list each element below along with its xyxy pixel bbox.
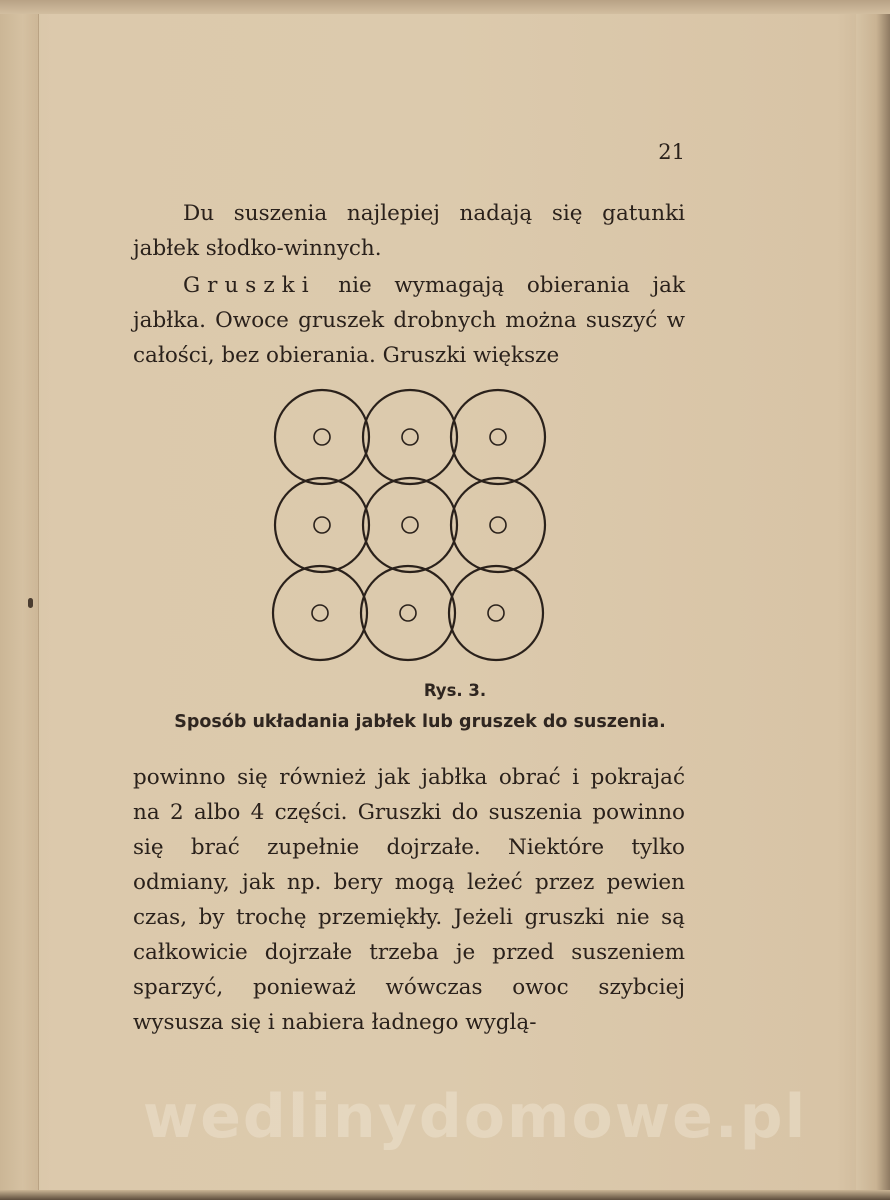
fruit-slice-0-2: [451, 390, 545, 484]
paragraph-1: Du suszenia najlepiej nadają się gatunki jabłek słodko-winnych.: [133, 201, 685, 261]
page-right-edge: [856, 0, 890, 1200]
fruit-slice-2-1: [361, 566, 455, 660]
figure-fruit-arrangement: [270, 385, 555, 670]
spaced-word-gruszki: Gruszki: [183, 273, 316, 298]
fruit-slice-1-0: [275, 478, 369, 572]
figure-caption: Sposób układania jabłek lub gruszek do suszenia.: [174, 712, 666, 732]
figure-label: Rys. 3.: [423, 681, 487, 700]
fruit-slice-2-0: [273, 566, 367, 660]
paragraph-3: powinno się również jak jabłka obrać i pokrajać na 2 albo 4 części. Gruszki do suszenia powinno się brać zupełnie dojrzałe. Niektóre tylko odmiany, jak np. bery mogą leżeć przez pewien czas, by trochę przemiękły. Jeżeli gruszki nie są całkowicie dojrzałe trzeba je przed suszeniem sparzyć, ponieważ wówczas owoc szybciej wysusza się i nabiera ładnego wyglą-: [133, 765, 685, 1035]
fruit-core-2-2: [488, 605, 504, 621]
fruit-core-2-0: [312, 605, 328, 621]
paragraph-2: [133, 268, 685, 373]
watermark: wedlinydomowe.pl: [142, 1082, 808, 1152]
fruit-core-1-0: [314, 517, 330, 533]
fruit-slice-1-1: [363, 478, 457, 572]
fruit-core-0-1: [402, 429, 418, 445]
fruit-slice-0-0: [275, 390, 369, 484]
fruit-core-1-2: [490, 517, 506, 533]
fruit-core-2-1: [400, 605, 416, 621]
page-bottom-edge: [0, 1190, 890, 1200]
page-spine: [0, 0, 39, 1200]
fruit-core-0-2: [490, 429, 506, 445]
fruit-core-1-1: [402, 517, 418, 533]
page-number: 21: [658, 140, 685, 164]
ink-smudge: [28, 598, 33, 608]
page-top-edge: [0, 0, 890, 14]
fruit-slice-1-2: [451, 478, 545, 572]
fruit-core-0-0: [314, 429, 330, 445]
fruit-slice-2-2: [449, 566, 543, 660]
fruit-slice-0-1: [363, 390, 457, 484]
fig-circles-group: [273, 390, 545, 660]
paragraph-2-rest: nie wymagają obierania jak jabłka. Owoce gruszek drobnych można suszyć w całości, bez obierania. Gruszki większe: [133, 273, 685, 368]
